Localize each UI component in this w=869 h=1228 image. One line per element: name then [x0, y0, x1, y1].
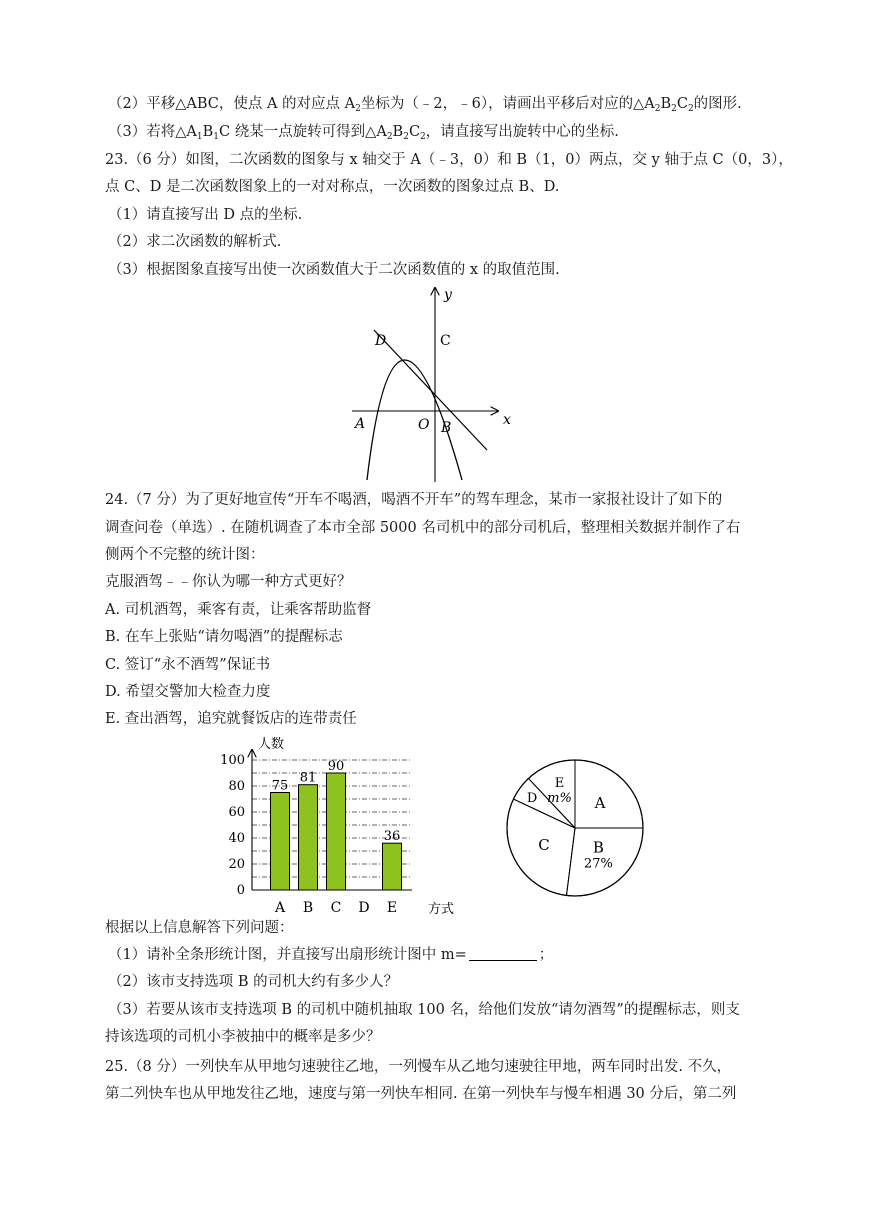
survey-title: 克服酒驾﹣﹣你认为哪一种方式更好？ — [105, 574, 352, 590]
y-tick-label: 60 — [228, 805, 245, 820]
bar-chart-xlabel: 方式 — [428, 902, 455, 917]
q24-sub3-line1: （3）若要从该市支持选项 B 的司机中随机抽取 100 名，给他们发放“请勿酒驾”的提醒标志，则支 — [108, 1002, 740, 1018]
bar-value-label: 90 — [327, 759, 345, 774]
q24-sub2: （2）该市支持选项 B 的司机大约有多少人？ — [108, 974, 399, 990]
q25-stem-line1: 25.（8 分）一列快车从甲地匀速驶往乙地，一列慢车从乙地匀速驶往甲地，两车同时出发. 不久， — [105, 1059, 732, 1075]
bar-value-label: 36 — [383, 829, 401, 845]
q24-stem-line1: 24.（7 分）为了更好地宣传“开车不喝酒，喝酒不开车”的驾车理念，某市一家报社设计了如下的 — [105, 492, 723, 508]
q23-stem-line1: 23.（6 分）如图，二次函数的图象与 x 轴交于 A（﹣3，0）和 B（1，0）两点，交 y 轴于点 C（0，3）， — [105, 152, 793, 168]
survey-option-a: A. 司机酒驾，乘客有责，让乘客帮助监督 — [105, 602, 372, 618]
survey-option-c: C. 签订“永不酒驾”保证书 — [105, 657, 271, 673]
pie-label: E — [554, 775, 565, 791]
bar-value-label: 75 — [271, 778, 289, 794]
x-category-label: B — [302, 900, 314, 916]
x-category-label: E — [386, 900, 398, 916]
survey-option-b: B. 在车上张贴“请勿喝酒”的提醒标志 — [105, 629, 343, 645]
label-o: O — [418, 417, 430, 433]
x-category-label: C — [330, 900, 342, 916]
bar-chart — [220, 728, 470, 918]
q24-stem-line3: 侧两个不完整的统计图： — [105, 547, 265, 563]
label-x: x — [503, 412, 511, 428]
pie-label: C — [538, 836, 550, 855]
y-tick-label: 40 — [228, 831, 245, 846]
q23-sub1: （1）请直接写出 D 点的坐标. — [108, 207, 303, 223]
bar-c — [327, 773, 346, 890]
line-bd — [374, 330, 487, 450]
pie-label: A — [594, 793, 606, 812]
bar-a — [271, 793, 290, 891]
q24-sub3-line2: 持该选项的司机小李被抽中的概率是多少？ — [105, 1029, 381, 1045]
q24-stem-line2: 调查问卷（单选）. 在随机调查了本市全部 5000 名司机中的部分司机后，整理相关数据并制作了右 — [105, 520, 741, 536]
label-a: A — [355, 416, 366, 432]
y-tick-label: 100 — [220, 753, 245, 768]
label-y: y — [444, 287, 452, 303]
y-tick-label: 80 — [228, 779, 245, 794]
label-b: B — [441, 420, 452, 436]
x-category-label: A — [274, 900, 286, 916]
bar-value-label: 81 — [299, 770, 317, 786]
y-tick-label: 20 — [228, 857, 245, 872]
answer-blank[interactable] — [469, 946, 537, 961]
bar-b — [299, 785, 318, 890]
survey-option-d: D. 希望交警加大检查力度 — [105, 684, 271, 700]
q22-part2: （2）平移△ABC，使点 A 的对应点 $A_2$坐标为（﹣2，﹣6），请画出平移后对应的$\triangle A_2B_2C_2$的图形. — [108, 96, 742, 114]
q24-sub1: （1）请补全条形统计图，并直接写出扇形统计图中 m= ； — [108, 947, 554, 963]
pie-chart — [500, 752, 650, 902]
y-tick-label: 0 — [236, 883, 245, 898]
x-category-label: D — [358, 900, 370, 916]
q23-sub2: （2）求二次函数的解析式. — [108, 234, 282, 250]
q23-sub3: （3）根据图象直接写出使一次函数值大于二次函数值的 x 的取值范围. — [108, 262, 560, 278]
pie-percent-label: m% — [547, 790, 572, 806]
q23-stem-line2: 点 C、D 是二次函数图象上的一对对称点，一次函数的图象过点 B、D. — [105, 179, 560, 195]
q23-function-graph — [345, 280, 520, 485]
pie-label: B — [592, 838, 604, 857]
survey-option-e: E. 查出酒驾，追究就餐饭店的连带责任 — [105, 711, 357, 727]
bar-e — [383, 843, 402, 890]
pie-label: D — [526, 790, 538, 806]
label-c: C — [440, 333, 451, 349]
q25-stem-line2: 第二列快车也从甲地发往乙地，速度与第一列快车相同. 在第一列快车与慢车相遇 30 分后，第二列 — [105, 1086, 737, 1102]
pie-percent-label: 27% — [583, 856, 613, 872]
q22-part3: （3）若将$\triangle A_1B_1C$ 绕某一点旋转可得到$\triangle A_2B_2C_2$，请直接写出旋转中心的坐标. — [108, 124, 619, 142]
label-d: D — [375, 333, 387, 349]
bar-chart-ylabel: 人数 — [258, 737, 285, 752]
q24-instruction: 根据以上信息解答下列问题： — [105, 920, 294, 936]
